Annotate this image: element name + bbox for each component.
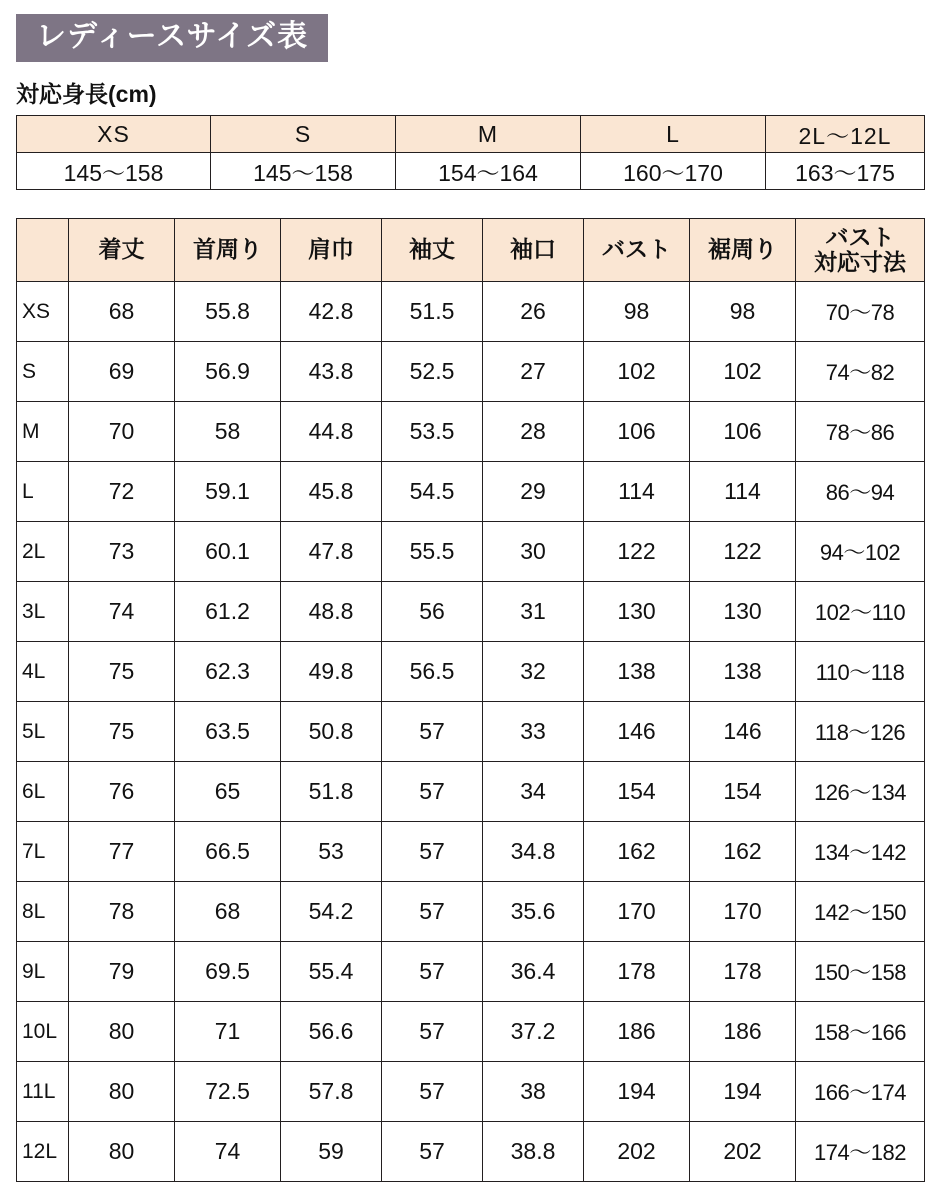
cell-katahaba: 51.8 bbox=[281, 762, 382, 822]
cell-kubimawari: 55.8 bbox=[175, 282, 281, 342]
row-header-size: S bbox=[17, 342, 69, 402]
row-header-size: L bbox=[17, 462, 69, 522]
table-row bbox=[17, 822, 925, 882]
row-header-size: 3L bbox=[17, 582, 69, 642]
height-range-s: 145〜158 bbox=[211, 153, 396, 190]
cell-bust-fit-range: 86〜94 bbox=[796, 462, 925, 522]
column-header-susomawari: 裾周り bbox=[690, 219, 796, 282]
cell-bust: 178 bbox=[584, 942, 690, 1002]
cell-susomawari: 194 bbox=[690, 1062, 796, 1122]
height-size-s: S bbox=[211, 116, 396, 153]
cell-sodetake: 52.5 bbox=[382, 342, 483, 402]
table-row bbox=[17, 282, 925, 342]
cell-sodeguchi: 33 bbox=[483, 702, 584, 762]
cell-bust-fit-range: 150〜158 bbox=[796, 942, 925, 1002]
cell-kitake: 74 bbox=[69, 582, 175, 642]
cell-sodetake: 57 bbox=[382, 822, 483, 882]
cell-sodeguchi: 32 bbox=[483, 642, 584, 702]
height-range-m: 154〜164 bbox=[396, 153, 581, 190]
cell-kitake: 72 bbox=[69, 462, 175, 522]
cell-bust: 138 bbox=[584, 642, 690, 702]
cell-bust: 122 bbox=[584, 522, 690, 582]
height-range-l: 160〜170 bbox=[581, 153, 766, 190]
row-header-size: 9L bbox=[17, 942, 69, 1002]
table-row bbox=[17, 942, 925, 1002]
cell-bust-fit-range: 166〜174 bbox=[796, 1062, 925, 1122]
table-row bbox=[17, 522, 925, 582]
cell-katahaba: 59 bbox=[281, 1122, 382, 1182]
cell-susomawari: 138 bbox=[690, 642, 796, 702]
cell-sodeguchi: 28 bbox=[483, 402, 584, 462]
cell-katahaba: 56.6 bbox=[281, 1002, 382, 1062]
row-header-size: 4L bbox=[17, 642, 69, 702]
cell-kitake: 75 bbox=[69, 642, 175, 702]
cell-kitake: 80 bbox=[69, 1002, 175, 1062]
cell-bust: 162 bbox=[584, 822, 690, 882]
row-header-size: 7L bbox=[17, 822, 69, 882]
cell-sodeguchi: 27 bbox=[483, 342, 584, 402]
cell-bust: 170 bbox=[584, 882, 690, 942]
row-header-size: 6L bbox=[17, 762, 69, 822]
cell-kubimawari: 72.5 bbox=[175, 1062, 281, 1122]
column-header-bust-fit-range-line2: 対応寸法 bbox=[814, 249, 906, 275]
cell-kitake: 75 bbox=[69, 702, 175, 762]
column-header-sodetake: 袖丈 bbox=[382, 219, 483, 282]
height-size-xs: XS bbox=[17, 116, 211, 153]
cell-kubimawari: 56.9 bbox=[175, 342, 281, 402]
height-size-l: L bbox=[581, 116, 766, 153]
cell-bust: 146 bbox=[584, 702, 690, 762]
cell-bust-fit-range: 118〜126 bbox=[796, 702, 925, 762]
cell-sodeguchi: 38 bbox=[483, 1062, 584, 1122]
cell-kubimawari: 71 bbox=[175, 1002, 281, 1062]
cell-sodetake: 57 bbox=[382, 1122, 483, 1182]
cell-sodetake: 57 bbox=[382, 702, 483, 762]
cell-bust: 186 bbox=[584, 1002, 690, 1062]
measurement-table-body bbox=[17, 282, 925, 1182]
table-row bbox=[17, 642, 925, 702]
cell-susomawari: 202 bbox=[690, 1122, 796, 1182]
cell-susomawari: 106 bbox=[690, 402, 796, 462]
cell-bust: 130 bbox=[584, 582, 690, 642]
cell-katahaba: 55.4 bbox=[281, 942, 382, 1002]
cell-katahaba: 43.8 bbox=[281, 342, 382, 402]
cell-katahaba: 44.8 bbox=[281, 402, 382, 462]
cell-bust-fit-range: 78〜86 bbox=[796, 402, 925, 462]
cell-katahaba: 47.8 bbox=[281, 522, 382, 582]
column-header-sodeguchi: 袖口 bbox=[483, 219, 584, 282]
table-row bbox=[17, 1062, 925, 1122]
cell-kitake: 80 bbox=[69, 1122, 175, 1182]
cell-sodeguchi: 36.4 bbox=[483, 942, 584, 1002]
cell-bust-fit-range: 110〜118 bbox=[796, 642, 925, 702]
cell-susomawari: 122 bbox=[690, 522, 796, 582]
cell-bust: 154 bbox=[584, 762, 690, 822]
cell-bust: 194 bbox=[584, 1062, 690, 1122]
cell-kubimawari: 65 bbox=[175, 762, 281, 822]
column-header-bust-fit-range bbox=[796, 219, 925, 282]
cell-kitake: 79 bbox=[69, 942, 175, 1002]
cell-susomawari: 178 bbox=[690, 942, 796, 1002]
cell-bust-fit-range: 102〜110 bbox=[796, 582, 925, 642]
cell-kubimawari: 69.5 bbox=[175, 942, 281, 1002]
cell-katahaba: 49.8 bbox=[281, 642, 382, 702]
height-section-heading: 対応身長(cm) bbox=[16, 81, 157, 107]
cell-sodeguchi: 34 bbox=[483, 762, 584, 822]
table-row bbox=[17, 462, 925, 522]
table-row bbox=[17, 1002, 925, 1062]
cell-katahaba: 50.8 bbox=[281, 702, 382, 762]
cell-bust: 102 bbox=[584, 342, 690, 402]
cell-sodetake: 57 bbox=[382, 882, 483, 942]
row-header-size: 10L bbox=[17, 1002, 69, 1062]
cell-bust: 106 bbox=[584, 402, 690, 462]
cell-katahaba: 42.8 bbox=[281, 282, 382, 342]
cell-sodeguchi: 26 bbox=[483, 282, 584, 342]
cell-katahaba: 53 bbox=[281, 822, 382, 882]
cell-sodetake: 56.5 bbox=[382, 642, 483, 702]
cell-bust: 202 bbox=[584, 1122, 690, 1182]
height-table-value-row bbox=[17, 153, 925, 190]
cell-susomawari: 162 bbox=[690, 822, 796, 882]
cell-sodetake: 51.5 bbox=[382, 282, 483, 342]
measurement-header-row bbox=[17, 219, 925, 282]
table-row bbox=[17, 402, 925, 462]
column-header-kubimawari: 首周り bbox=[175, 219, 281, 282]
cell-bust-fit-range: 158〜166 bbox=[796, 1002, 925, 1062]
cell-susomawari: 154 bbox=[690, 762, 796, 822]
cell-kubimawari: 66.5 bbox=[175, 822, 281, 882]
table-row bbox=[17, 342, 925, 402]
cell-susomawari: 130 bbox=[690, 582, 796, 642]
table-row bbox=[17, 882, 925, 942]
cell-sodetake: 54.5 bbox=[382, 462, 483, 522]
cell-kitake: 70 bbox=[69, 402, 175, 462]
row-header-size: 5L bbox=[17, 702, 69, 762]
row-header-size: 11L bbox=[17, 1062, 69, 1122]
table-row bbox=[17, 702, 925, 762]
table-row bbox=[17, 1122, 925, 1182]
cell-katahaba: 57.8 bbox=[281, 1062, 382, 1122]
column-header-bust: バスト bbox=[584, 219, 690, 282]
cell-kubimawari: 62.3 bbox=[175, 642, 281, 702]
cell-bust: 114 bbox=[584, 462, 690, 522]
page-title: レディースサイズ表 bbox=[16, 14, 328, 62]
cell-sodeguchi: 31 bbox=[483, 582, 584, 642]
height-range-2l-12l: 163〜175 bbox=[766, 153, 925, 190]
cell-kubimawari: 63.5 bbox=[175, 702, 281, 762]
row-header-size: M bbox=[17, 402, 69, 462]
cell-kubimawari: 74 bbox=[175, 1122, 281, 1182]
cell-sodetake: 56 bbox=[382, 582, 483, 642]
cell-sodetake: 53.5 bbox=[382, 402, 483, 462]
cell-kubimawari: 68 bbox=[175, 882, 281, 942]
cell-katahaba: 45.8 bbox=[281, 462, 382, 522]
cell-kubimawari: 58 bbox=[175, 402, 281, 462]
cell-katahaba: 48.8 bbox=[281, 582, 382, 642]
cell-kitake: 68 bbox=[69, 282, 175, 342]
cell-bust-fit-range: 126〜134 bbox=[796, 762, 925, 822]
column-header-katahaba: 肩巾 bbox=[281, 219, 382, 282]
cell-kitake: 76 bbox=[69, 762, 175, 822]
measurement-table bbox=[16, 218, 925, 1182]
column-header-bust-fit-range-line1: バスト bbox=[825, 223, 895, 250]
table-row bbox=[17, 762, 925, 822]
cell-kitake: 78 bbox=[69, 882, 175, 942]
cell-bust-fit-range: 134〜142 bbox=[796, 822, 925, 882]
measurement-corner-cell bbox=[17, 219, 69, 282]
cell-sodeguchi: 37.2 bbox=[483, 1002, 584, 1062]
cell-sodetake: 57 bbox=[382, 942, 483, 1002]
cell-sodetake: 55.5 bbox=[382, 522, 483, 582]
cell-bust-fit-range: 142〜150 bbox=[796, 882, 925, 942]
column-header-kitake: 着丈 bbox=[69, 219, 175, 282]
row-header-size: XS bbox=[17, 282, 69, 342]
row-header-size: 12L bbox=[17, 1122, 69, 1182]
table-row bbox=[17, 582, 925, 642]
cell-sodetake: 57 bbox=[382, 1002, 483, 1062]
cell-kitake: 69 bbox=[69, 342, 175, 402]
cell-susomawari: 186 bbox=[690, 1002, 796, 1062]
cell-kubimawari: 60.1 bbox=[175, 522, 281, 582]
cell-bust-fit-range: 74〜82 bbox=[796, 342, 925, 402]
cell-kitake: 80 bbox=[69, 1062, 175, 1122]
cell-bust-fit-range: 94〜102 bbox=[796, 522, 925, 582]
height-range-table bbox=[16, 115, 925, 190]
cell-sodeguchi: 35.6 bbox=[483, 882, 584, 942]
cell-susomawari: 114 bbox=[690, 462, 796, 522]
height-range-xs: 145〜158 bbox=[17, 153, 211, 190]
cell-sodeguchi: 29 bbox=[483, 462, 584, 522]
cell-sodetake: 57 bbox=[382, 1062, 483, 1122]
cell-kubimawari: 59.1 bbox=[175, 462, 281, 522]
row-header-size: 8L bbox=[17, 882, 69, 942]
cell-susomawari: 98 bbox=[690, 282, 796, 342]
cell-kitake: 73 bbox=[69, 522, 175, 582]
cell-bust: 98 bbox=[584, 282, 690, 342]
cell-bust-fit-range: 70〜78 bbox=[796, 282, 925, 342]
cell-bust-fit-range: 174〜182 bbox=[796, 1122, 925, 1182]
cell-sodeguchi: 38.8 bbox=[483, 1122, 584, 1182]
cell-sodeguchi: 30 bbox=[483, 522, 584, 582]
cell-susomawari: 170 bbox=[690, 882, 796, 942]
row-header-size: 2L bbox=[17, 522, 69, 582]
height-size-m: M bbox=[396, 116, 581, 153]
cell-kubimawari: 61.2 bbox=[175, 582, 281, 642]
cell-kitake: 77 bbox=[69, 822, 175, 882]
cell-susomawari: 102 bbox=[690, 342, 796, 402]
cell-sodetake: 57 bbox=[382, 762, 483, 822]
cell-sodeguchi: 34.8 bbox=[483, 822, 584, 882]
cell-katahaba: 54.2 bbox=[281, 882, 382, 942]
cell-susomawari: 146 bbox=[690, 702, 796, 762]
height-table-header-row bbox=[17, 116, 925, 153]
height-size-2l-12l: 2L〜12L bbox=[766, 116, 925, 153]
